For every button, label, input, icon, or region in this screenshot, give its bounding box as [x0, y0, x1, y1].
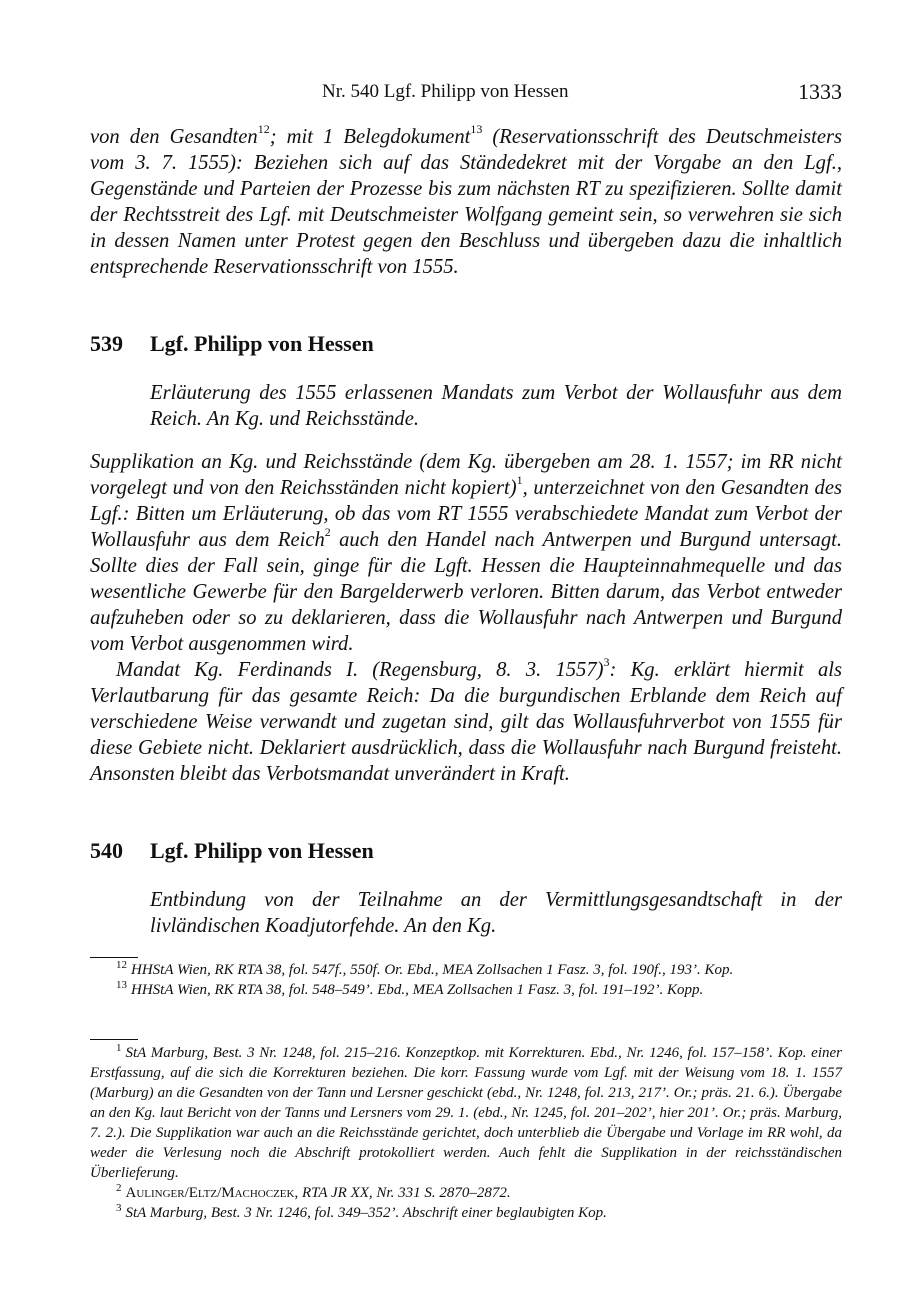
footnote-ref-12[interactable]: 12	[257, 122, 270, 137]
document-heading-540	[90, 838, 842, 864]
body-paragraph: Mandat Kg. Ferdinands I. (Regensburg, 8. 3. 1557)$^3$: Kg. erklärt hiermit als Verlautbarung für das gesamte Reich: Da die burgundischen Erblande dem Reich auf verschiedene Weise verwandt und zugetan sind, gilt das Wollausfuhrverbot von 1555 für diese Gebiete nicht. Deklariert ausdrücklich, dass die Wollausfuhr nach Burgund freisteht. Ansonsten bleibt das Verbotsmandat unverändert in Kraft.	[90, 655, 842, 785]
document-number: 539	[90, 331, 123, 356]
footnote-ref-13[interactable]: 13	[470, 122, 483, 137]
document-heading-539	[90, 331, 842, 357]
footnotes-539	[90, 1043, 842, 1223]
document-body-539	[90, 449, 842, 787]
page-number: 1333	[798, 79, 842, 104]
footnote-divider	[90, 1039, 138, 1040]
document-number: 540	[90, 838, 123, 863]
document-summary-540: Entbindung von der Teilnahme an der Vermittlungsgesandtschaft in der livländischen Koadjutorfehde. An den Kg.	[150, 889, 842, 937]
author-names: Aulinger/Eltz/Machoczek,	[125, 1185, 299, 1201]
document-summary-539: Erläuterung des 1555 erlassenen Mandats zum Verbot der Wollausfuhr aus dem Reich. An Kg. und Reichsstände.	[150, 382, 842, 430]
footnote: $^{12}$ HHStA Wien, RK RTA 38, fol. 547f., 550f. Or. Ebd., MEA Zollsachen 1 Fasz. 3, fol. 190f., 193’. Kop.	[116, 959, 734, 978]
carryover-paragraph: von den Gesandten$^{12}$; mit 1 Belegdokument$^{13}$ (Reservationsschrift des Deutschmeisters vom 3. 7. 1555): Beziehen sich auf das Ständedekret mit der Vorgabe an den Lgf., Gegenstände und Parteien der Prozesse bis zum nächsten RT zu spezifizieren. Sollte damit der Rechtsstreit des Lgf. mit Deutschmeister Wolfgang gemeint sein, so verwehren sie sich in dessen Namen unter Protest gegen den Beschluss und übergeben dazu die inhaltlich entsprechende Reservationsschrift von 1555.	[90, 122, 843, 278]
footnote: $^1$ StA Marburg, Best. 3 Nr. 1248, fol. 215–216. Konzeptkop. mit Korrekturen. Ebd., Nr. 1246, fol. 157–158’. Kop. einer Erstfassung, auf die sich die Korrekturen beziehen. Die korr. Fassung wurde vom Lgf. mit der Weisung vom 18. 1. 1557 (Marburg) an die Gesandten von der Tann und Lersner geschickt (ebd., Nr. 1248, fol. 213, 217’. Or.; präs. 21. 6.). Übergabe an den Kg. laut Bericht von der Tanns und Lersners vom 29. 1. (ebd., Nr. 1245, fol. 201–202’, hier 201’. Or.; präs. Marburg, 7. 2.). Die Supplikation war auch an die Reichsstände gerichtet, doch unterblieb die Übergabe und Vorlage im RR wohl, da weder die Verlesung noch die Abschrift protokolliert werden. Auch fehlt die Supplikation in der reichsständischen Überlieferung.	[90, 1042, 842, 1181]
footnotes-previous	[90, 960, 842, 1000]
footnote-ref-3[interactable]: 3	[603, 655, 610, 670]
document-title: Lgf. Philipp von Hessen	[150, 838, 374, 863]
running-head	[90, 79, 842, 105]
running-title: Nr. 540 Lgf. Philipp von Hessen	[322, 81, 569, 102]
footnote: $^3$ StA Marburg, Best. 3 Nr. 1246, fol. 349–352’. Abschrift einer beglaubigten Kop.	[116, 1202, 607, 1221]
document-title: Lgf. Philipp von Hessen	[150, 331, 374, 356]
footnote: $^2$ Aulinger/Eltz/Machoczek, RTA JR XX, Nr. 331 S. 2870–2872.	[116, 1182, 511, 1201]
footnote-divider	[90, 957, 138, 958]
footnote: $^{13}$ HHStA Wien, RK RTA 38, fol. 548–549’. Ebd., MEA Zollsachen 1 Fasz. 3, fol. 191–192’. Kopp.	[116, 979, 704, 998]
body-paragraph: Supplikation an Kg. und Reichsstände (dem Kg. übergeben am 28. 1. 1557; im RR nicht vorgelegt und von den Reichsständen nicht kopiert)$^1$, unterzeichnet von den Gesandten des Lgf.: Bitten um Erläuterung, ob das vom RT 1555 verabschiedete Mandat zum Verbot der Wollausfuhr aus dem Reich$^2$ auch den Handel nach Antwerpen und Burgund untersagt. Sollte dies der Fall sein, ginge für die Lgft. Hessen die Haupteinnahmequelle und das wesentliche Gewerbe für den Bargelderwerb verloren. Bitten darum, das Verbot entweder aufzuheben oder so zu deklarieren, dass die Wollausfuhr nach Antwerpen und Burgund vom Verbot ausgenommen wird.	[90, 451, 842, 655]
footnote-ref-2[interactable]: 2	[324, 525, 331, 540]
footnote-ref-1[interactable]: 1	[516, 473, 523, 488]
